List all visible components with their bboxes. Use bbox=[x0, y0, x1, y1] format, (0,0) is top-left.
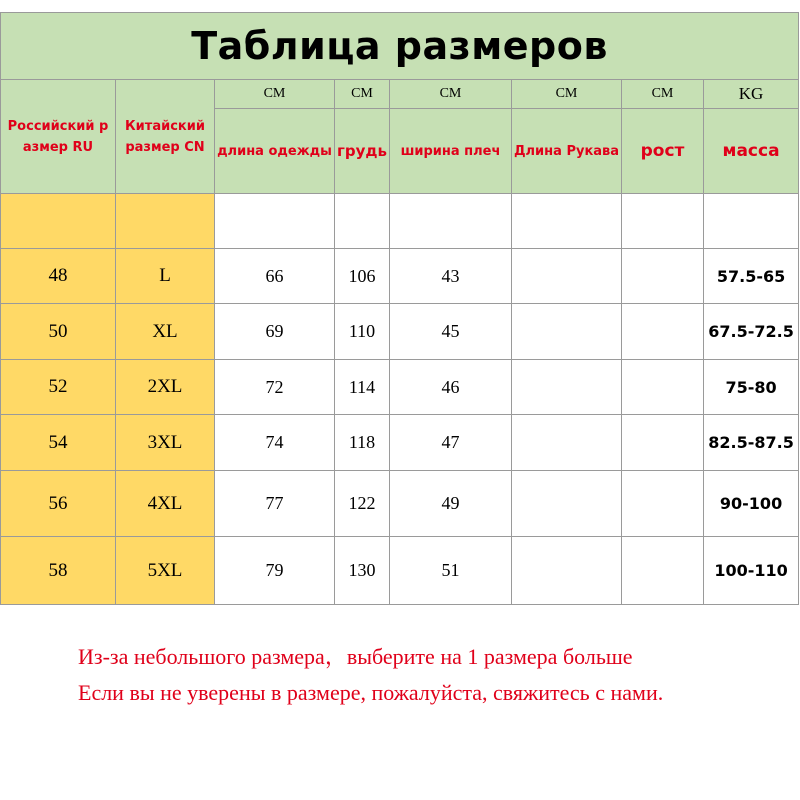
weight-cell: 82.5-87.5 bbox=[704, 415, 799, 471]
weight-cell: 100-110 bbox=[704, 537, 799, 605]
weight-cell: 90-100 bbox=[704, 471, 799, 537]
weight-cell: 75-80 bbox=[704, 360, 799, 415]
header-height: рост bbox=[622, 109, 704, 194]
ru-size-cell: 50 bbox=[1, 304, 116, 360]
header-length: длина одежды bbox=[215, 109, 335, 194]
cn-size-cell: L bbox=[116, 249, 215, 304]
shoulder-cell: 45 bbox=[390, 304, 512, 360]
header-chest: грудь bbox=[335, 109, 390, 194]
table-row bbox=[1, 471, 799, 537]
blank-cell bbox=[704, 194, 799, 249]
blank-cell bbox=[215, 194, 335, 249]
ru-size-header: Российский р азмер RU bbox=[1, 80, 116, 194]
ru-size-cell: 48 bbox=[1, 249, 116, 304]
sleeve-cell bbox=[512, 360, 622, 415]
shoulder-cell: 47 bbox=[390, 415, 512, 471]
table-row bbox=[1, 360, 799, 415]
sleeve-cell bbox=[512, 537, 622, 605]
height-cell bbox=[622, 249, 704, 304]
chest-cell: 110 bbox=[335, 304, 390, 360]
header-sleeve: Длина Рукава bbox=[512, 109, 622, 194]
shoulder-cell: 43 bbox=[390, 249, 512, 304]
cn-size-cell: 5XL bbox=[116, 537, 215, 605]
unit-length: CM bbox=[215, 80, 335, 109]
table-row bbox=[1, 537, 799, 605]
unit-shoulder: CM bbox=[390, 80, 512, 109]
unit-chest: CM bbox=[335, 80, 390, 109]
height-cell bbox=[622, 471, 704, 537]
chest-cell: 118 bbox=[335, 415, 390, 471]
unit-weight: KG bbox=[704, 80, 799, 109]
chest-cell: 122 bbox=[335, 471, 390, 537]
height-cell bbox=[622, 304, 704, 360]
blank-cell bbox=[622, 194, 704, 249]
length-cell: 72 bbox=[215, 360, 335, 415]
sleeve-cell bbox=[512, 415, 622, 471]
blank-cell bbox=[1, 194, 116, 249]
table-row bbox=[1, 249, 799, 304]
cn-size-cell: 4XL bbox=[116, 471, 215, 537]
blank-row bbox=[1, 194, 799, 249]
contact-note: Если вы не уверены в размере, пожалуйста, свяжитесь с нами. bbox=[78, 680, 664, 705]
length-cell: 69 bbox=[215, 304, 335, 360]
shoulder-cell: 46 bbox=[390, 360, 512, 415]
chest-cell: 114 bbox=[335, 360, 390, 415]
header-weight: масса bbox=[704, 109, 799, 194]
title-row bbox=[1, 13, 799, 80]
chest-cell: 106 bbox=[335, 249, 390, 304]
table-row bbox=[1, 304, 799, 360]
cn-size-cell: 3XL bbox=[116, 415, 215, 471]
ru-size-cell: 54 bbox=[1, 415, 116, 471]
blank-cell bbox=[512, 194, 622, 249]
blank-cell bbox=[390, 194, 512, 249]
height-cell bbox=[622, 415, 704, 471]
length-cell: 77 bbox=[215, 471, 335, 537]
sleeve-cell bbox=[512, 304, 622, 360]
length-cell: 79 bbox=[215, 537, 335, 605]
blank-cell bbox=[116, 194, 215, 249]
ru-size-cell: 52 bbox=[1, 360, 116, 415]
ru-size-cell: 58 bbox=[1, 537, 116, 605]
size-table bbox=[0, 12, 799, 605]
sleeve-cell bbox=[512, 471, 622, 537]
weight-cell: 57.5-65 bbox=[704, 249, 799, 304]
weight-cell: 67.5-72.5 bbox=[704, 304, 799, 360]
cn-size-cell: 2XL bbox=[116, 360, 215, 415]
cn-size-cell: XL bbox=[116, 304, 215, 360]
length-cell: 66 bbox=[215, 249, 335, 304]
unit-sleeve: CM bbox=[512, 80, 622, 109]
blank-cell bbox=[335, 194, 390, 249]
shoulder-cell: 51 bbox=[390, 537, 512, 605]
unit-height: CM bbox=[622, 80, 704, 109]
sleeve-cell bbox=[512, 249, 622, 304]
ru-size-cell: 56 bbox=[1, 471, 116, 537]
table-row bbox=[1, 415, 799, 471]
header-shoulder: ширина плеч bbox=[390, 109, 512, 194]
length-cell: 74 bbox=[215, 415, 335, 471]
chest-cell: 130 bbox=[335, 537, 390, 605]
table-title: Таблица размеров bbox=[1, 13, 799, 80]
shoulder-cell: 49 bbox=[390, 471, 512, 537]
unit-row bbox=[1, 80, 799, 109]
cn-size-header: Китайский размер CN bbox=[116, 80, 215, 194]
height-cell bbox=[622, 360, 704, 415]
size-advice-note: Из-за небольшого размера，выберите на 1 размера больше bbox=[78, 644, 633, 669]
height-cell bbox=[622, 537, 704, 605]
